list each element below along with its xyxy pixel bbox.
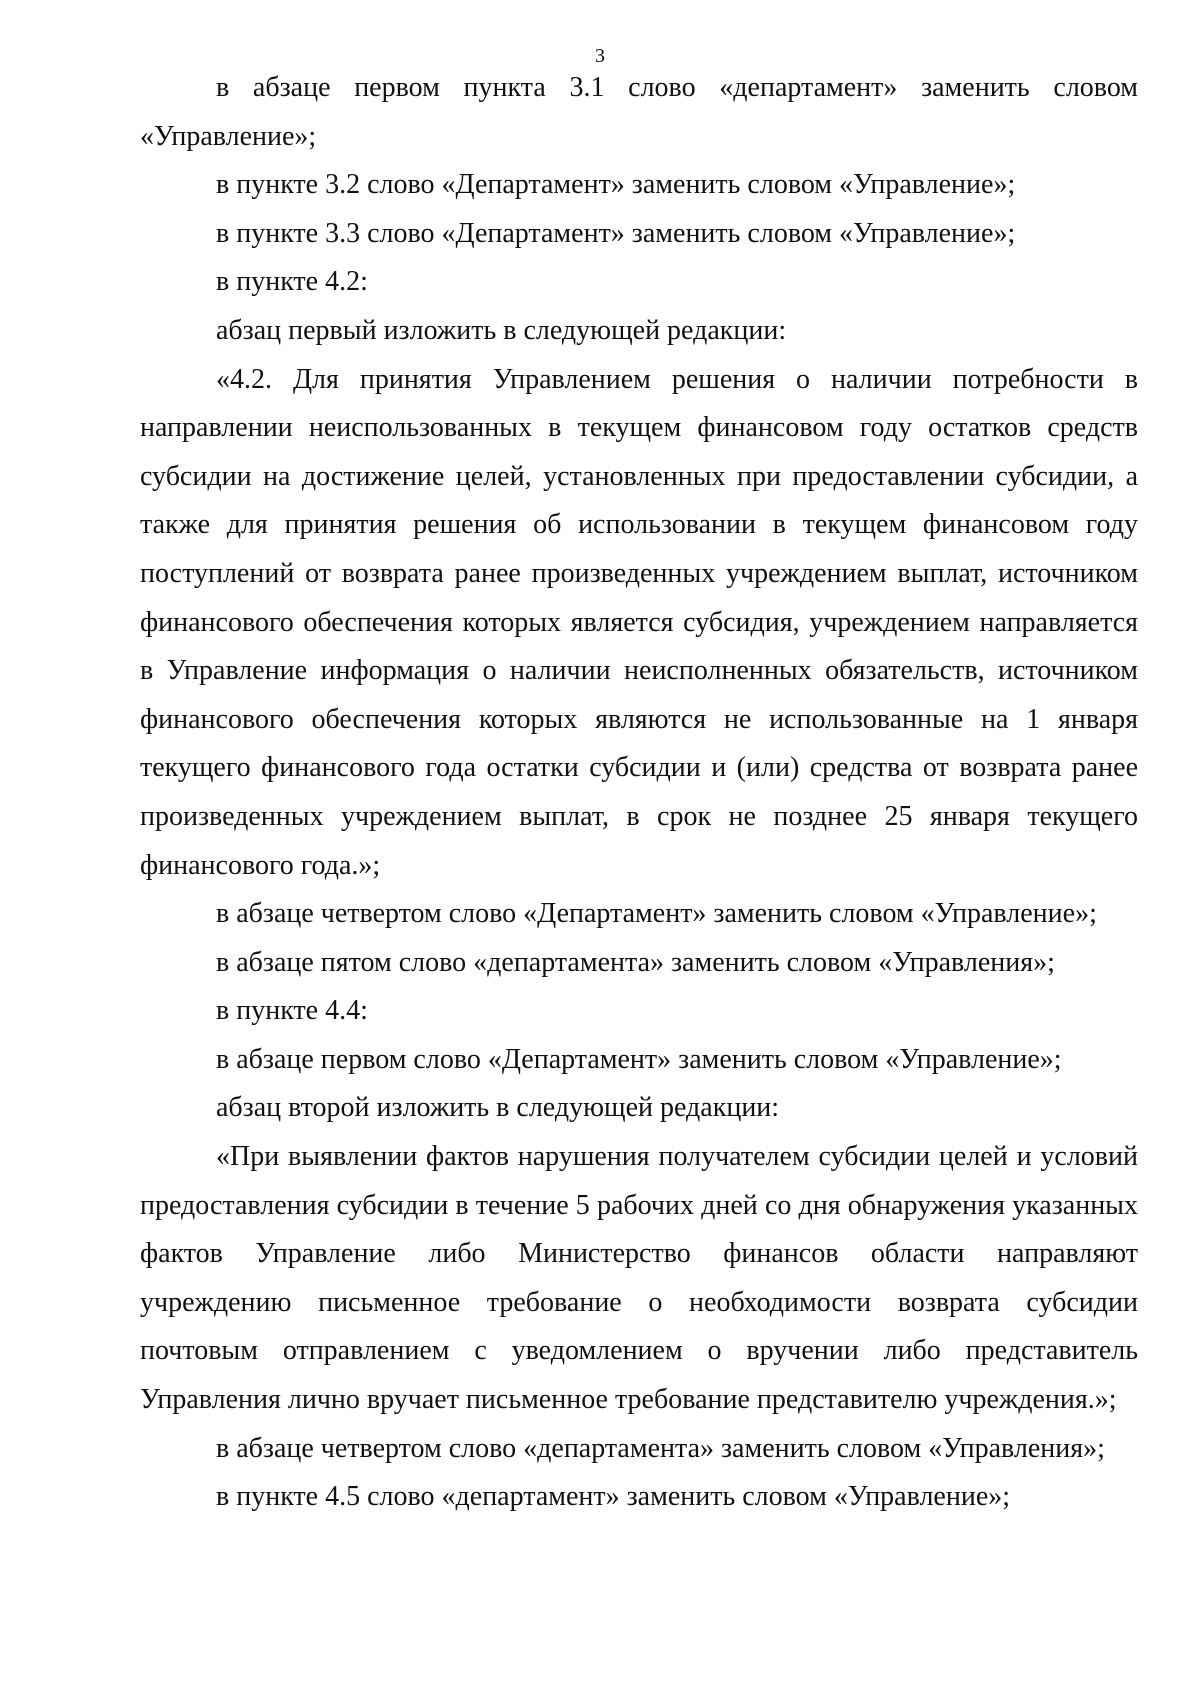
paragraph: в пункте 3.3 слово «Департамент» заменить словом «Управление»; [216,217,1016,249]
paragraph-quoted-4-2: «4.2. Для принятия Управлением решения о наличии потребности в направлении неиспользованных в текущем финансовом году остатков средств субсидии на достижение целей, установленных при предоставлении субсидии, а также для принятия решения об использовании в текущем финансовом году поступлений от возврата ранее произведенных учреждением выплат, источником финансового обеспечения которых является субсидия, учреждением направляется в Управление информация о наличии неисполненных обязательств, источником финансового обеспечения которых являются не использованные на 1 января текущего финансового года остатки субсидии и (или) средства от возврата ранее произведенных учреждением выплат, в срок не позднее 25 января текущего финансового года.»; [140,363,1138,881]
paragraph-quoted-violations: «При выявлении фактов нарушения получателем субсидии целей и условий предоставления субсидии в течение 5 рабочих дней со дня обнаружения указанных фактов Управление либо Министерство финансов области направляют учреждению письменное требование о необходимости возврата субсидии почтовым отправлением с уведомлением о вручении либо представитель Управления лично вручает письменное требование представителю учреждения.»; [140,1141,1138,1416]
paragraph: в абзаце первом слово «Департамент» заменить словом «Управление»; [216,1043,1062,1075]
paragraph: в пункте 4.2: [216,266,368,298]
page-number: 3 [595,45,605,67]
paragraph: в абзаце первом пункта 3.1 слово «департамент» заменить словом «Управление»; [140,72,1138,152]
paragraph: в пункте 4.4: [216,995,368,1027]
paragraph: в пункте 4.5 слово «департамент» заменить словом «Управление»; [216,1481,1011,1513]
paragraph: абзац первый изложить в следующей редакции: [216,314,787,346]
paragraph: в абзаце четвертом слово «Департамент» заменить словом «Управление»; [216,898,1097,930]
paragraph: в пункте 3.2 слово «Департамент» заменить словом «Управление»; [216,169,1016,201]
document-body [140,64,1138,1522]
paragraph: в абзаце четвертом слово «департамента» заменить словом «Управления»; [216,1432,1105,1464]
paragraph: в абзаце пятом слово «департамента» заменить словом «Управления»; [216,946,1055,978]
paragraph: абзац второй изложить в следующей редакции: [216,1092,780,1124]
